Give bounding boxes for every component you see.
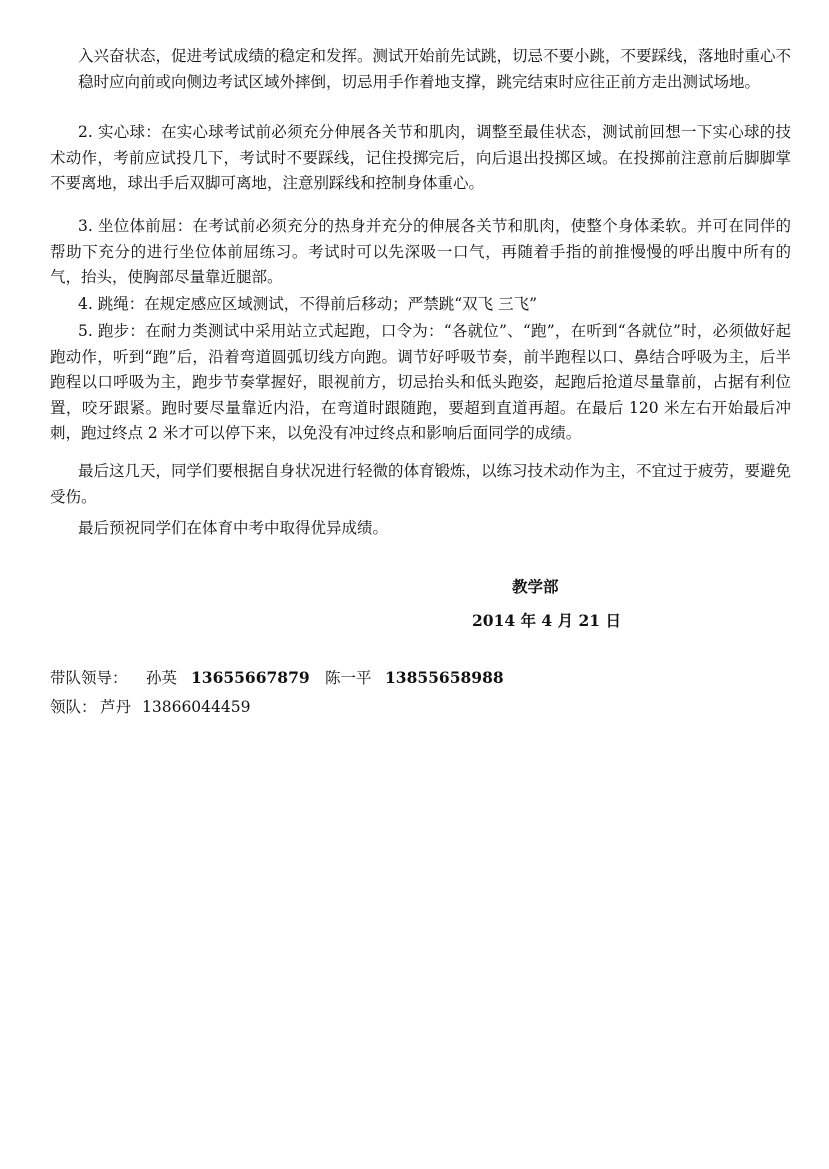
paragraph-final-days: 最后这几天，同学们要根据自身状况进行轻微的体育锻炼，以练习技术动作为主，不宜过于疲劳，要避免受伤。 <box>50 462 792 506</box>
team-leader-label: 领队： <box>50 698 97 716</box>
paragraph-wishes: 最后预祝同学们在体育中考中取得优异成绩。 <box>78 519 389 537</box>
leaders-label: 带队领导： <box>50 669 128 687</box>
paragraph-long-jump-tips: 入兴奋状态，促进考试成绩的稳定和发挥。测试开始前先试跳，切忌不要小跳，不要踩线，落地时重心不稳时应向前或向侧边考试区域外摔倒，切忌用手作着地支撑，跳完结束时应往正前方走出测试场地。 <box>78 47 792 91</box>
signature-department: 教学部 <box>512 577 559 596</box>
leader2-name: 陈一平 <box>325 669 372 687</box>
leaders-contact-line <box>50 667 504 689</box>
leader2-phone: 13855658988 <box>385 668 504 687</box>
team-leader-phone: 13866044459 <box>142 698 251 716</box>
paragraph-running: 5. 跑步：在耐力类测试中采用站立式起跑，口令为：“各就位”、“跑”，在听到“各就位”时，必须做好起跑动作，听到“跑”后，沿着弯道圆弧切线方向跑。调节好呼吸节奏，前半跑程以口、鼻结合呼吸为主，后半跑程以口呼吸为主，跑步节奏掌握好，眼视前方，切忌抬头和低头跑姿，起跑后抢道尽量靠前，占据有利位置，咬牙跟紧。跑时要尽量靠近内沿，在弯道时跟随跑，要超到直道再超。在最后 120 米左右开始最后冲刺，跑过终点 2 米才可以停下来，以免没有冲过终点和影响后面同学的成绩。 <box>50 322 791 442</box>
signature-date: 2014 年 4 月 21 日 <box>472 611 621 630</box>
paragraph-shot-ball: 2. 实心球：在实心球考试前必须充分伸展各关节和肌肉，调整至最佳状态，测试前回想一下实心球的技术动作，考前应试投几下，考试时不要踩线，记住投掷完后，向后退出投掷区域。在投掷前注意前后脚脚掌不要离地，球出手后双脚可离地，注意别踩线和控制身体重心。 <box>50 123 791 192</box>
leader1-name: 孙英 <box>146 669 178 687</box>
paragraph-sit-and-reach: 3. 坐位体前屈：在考试前必须充分的热身并充分的伸展各关节和肌肉，使整个身体柔软。并可在同伴的帮助下充分的进行坐位体前屈练习。考试时可以先深吸一口气，再随着手指的前推慢慢的呼出腹中所有的气，抬头，使胸部尽量靠近腿部。 <box>50 217 791 286</box>
paragraph-rope-skipping: 4. 跳绳：在规定感应区域测试，不得前后移动；严禁跳“双飞 三飞” <box>78 295 537 313</box>
team-leader-name: 芦丹 <box>100 698 132 716</box>
team-leader-contact-line <box>50 696 250 718</box>
leader1-phone: 13655667879 <box>191 668 310 687</box>
